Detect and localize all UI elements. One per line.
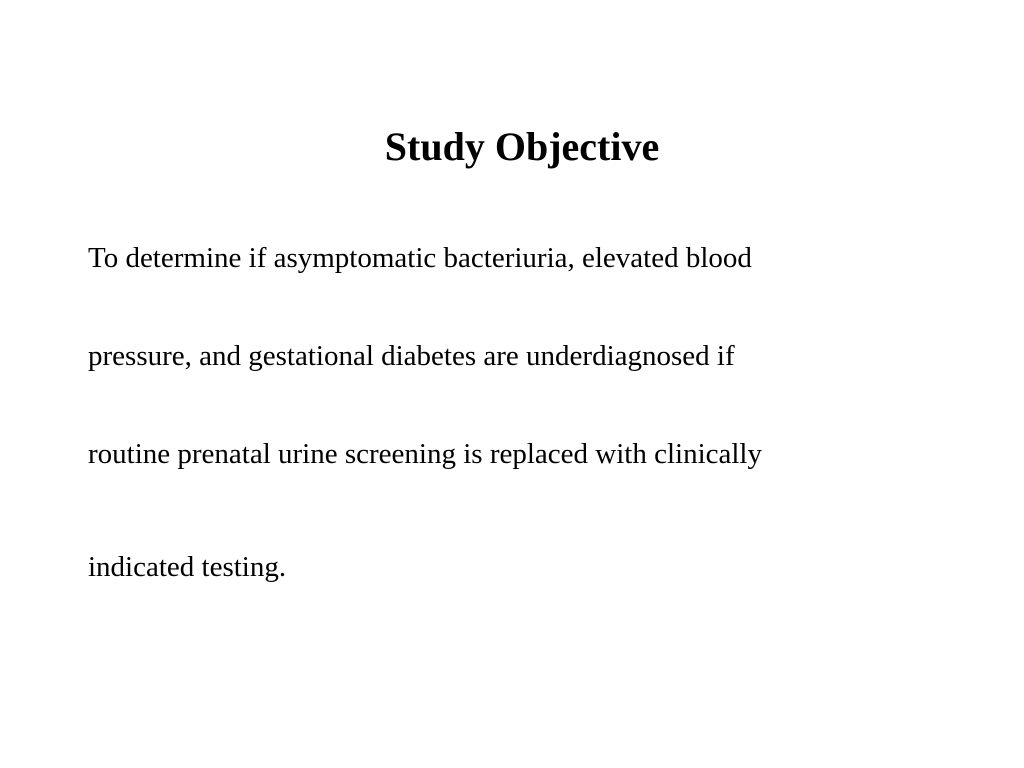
- objective-text-line: routine prenatal urine screening is replaced with clinically: [88, 438, 762, 470]
- objective-text-line: indicated testing.: [88, 551, 287, 583]
- objective-text-line: pressure, and gestational diabetes are underdiagnosed if: [88, 340, 735, 372]
- objective-text-line: To determine if asymptomatic bacteriuria, elevated blood: [88, 242, 752, 274]
- slide-title: Study Objective: [384, 124, 660, 169]
